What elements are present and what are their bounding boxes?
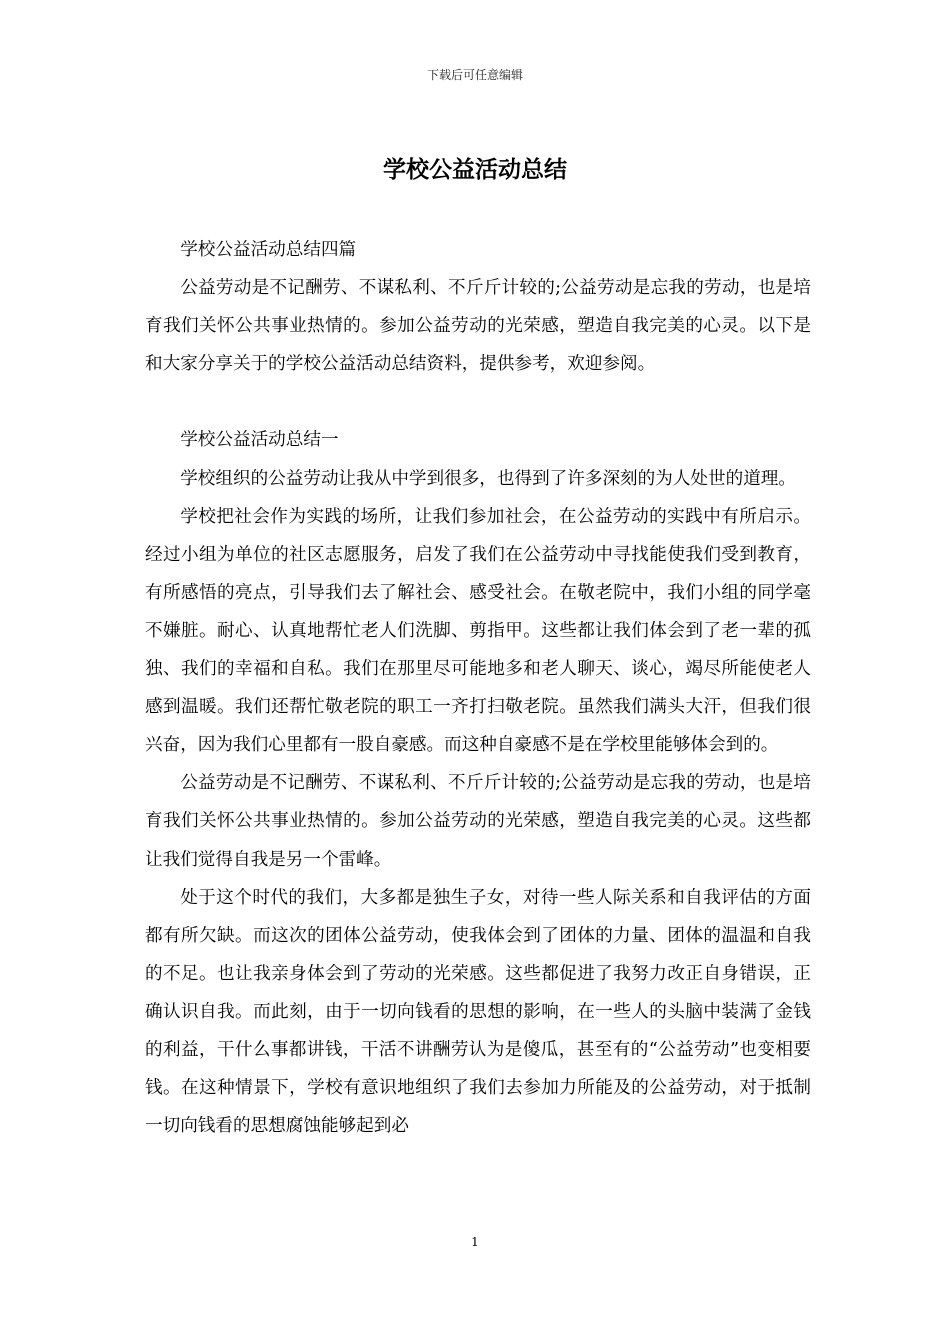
document-title: 学校公益活动总结 [383,156,567,183]
body-paragraph: 处于这个时代的我们，大多都是独生子女，对待一些人际关系和自我评估的方面都有所欠缺。而这次的团体公益劳动，使我体会到了团体的力量、团体的温温和自我的不足。也让我亲身体会到了劳动的光荣感。这些都促进了我努力改正自身错误，正确认识自我。而此刻，由于一切向钱看的思想的影响，在一些人的头脑中装满了金钱的利益，干什么事都讲钱，干活不讲酬劳认为是傻瓜，甚至有的“公益劳动”也变相要钱。在这种情景下，学校有意识地组织了我们去参加力所能及的公益劳动，对于抵制一切向钱看的思想腐蚀能够起到必 [145,887,811,1137]
body-paragraph: 公益劳动是不记酬劳、不谋私利、不斤斤计较的;公益劳动是忘我的劳动，也是培育我们关怀公共事业热情的。参加公益劳动的光荣感，塑造自我完美的心灵。这些都让我们觉得自我是另一个雷峰。 [145,773,811,870]
page-number: 1 [471,1235,479,1249]
document-body [145,231,811,1145]
body-paragraph: 学校组织的公益劳动让我从中学到很多，也得到了许多深刻的为人处世的道理。 [180,468,796,489]
body-paragraph: 学校把社会作为实践的场所，让我们参加社会，在公益劳动的实践中有所启示。经过小组为单位的社区志愿服务，启发了我们在公益劳动中寻找能使我们受到教育，有所感悟的亮点，引导我们去了解社会、感受社会。在敬老院中，我们小组的同学毫不嫌脏。耐心、认真地帮忙老人们洗脚、剪指甲。这些都让我们体会到了老一辈的孤独、我们的幸福和自私。我们在那里尽可能地多和老人聊天、谈心，竭尽所能使老人感到温暖。我们还帮忙敬老院的职工一齐打扫敬老院。虽然我们满头大汗，但我们很兴奋，因为我们心里都有一股自豪感。而这种自豪感不是在学校里能够体会到的。 [145,506,811,756]
section-heading-one: 学校公益活动总结一 [180,430,339,451]
intro-paragraph: 公益劳动是不记酬劳、不谋私利、不斤斤计较的;公益劳动是忘我的劳动，也是培育我们关怀公共事业热情的。参加公益劳动的光荣感，塑造自我完美的心灵。以下是和大家分享关于的学校公益活动总结资料，提供参考，欢迎参阅。 [145,278,811,375]
page-header-note: 下载后可任意编辑 [426,68,523,82]
section-heading-overview: 学校公益活动总结四篇 [180,240,357,260]
